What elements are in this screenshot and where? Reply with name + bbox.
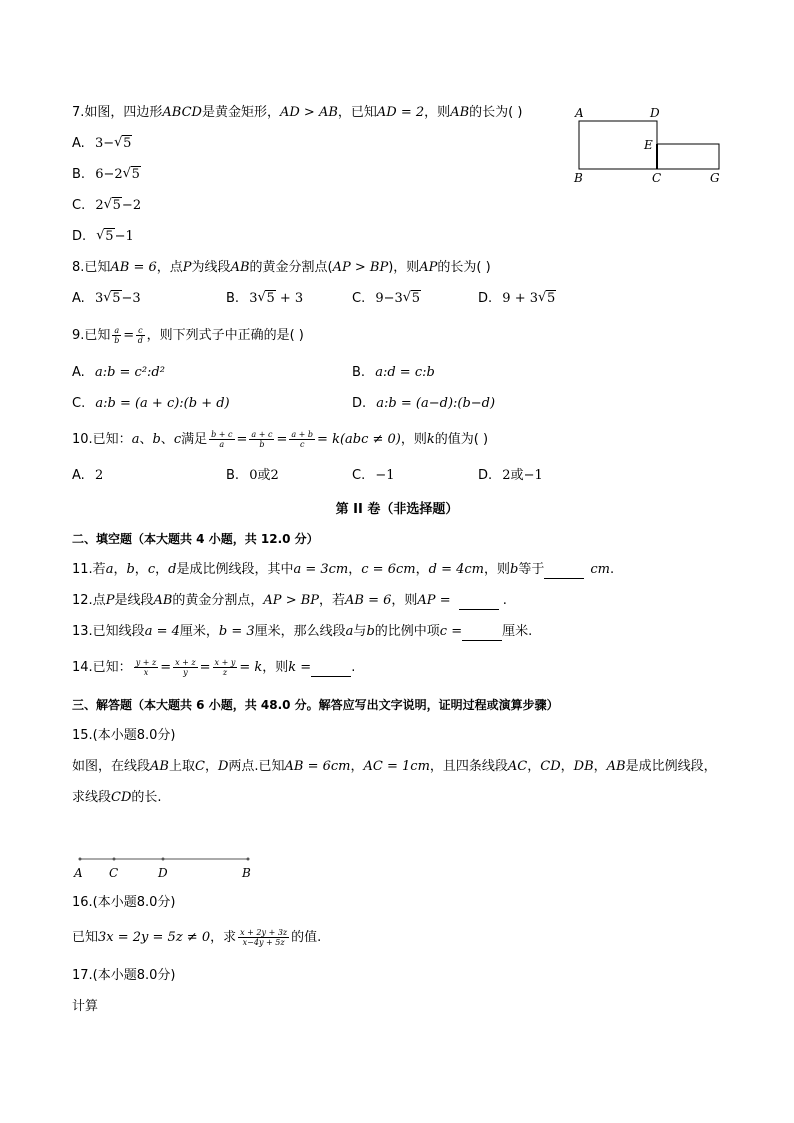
option-math: 2: [95, 198, 104, 213]
q14-math: = k: [239, 660, 263, 675]
q12-text: 的黄金分割点，: [172, 593, 264, 608]
q11-stem: [72, 561, 614, 579]
numerator: x + y: [214, 658, 236, 667]
option-math: 6−2: [95, 167, 123, 182]
option-label: D.: [478, 291, 493, 306]
q8-math: AP > BP: [332, 260, 389, 275]
fraction: [249, 430, 274, 449]
q15-heading: 15.(本小题8.0分): [72, 728, 176, 743]
option-math: 3−: [94, 136, 115, 151]
q15-text: ，: [350, 759, 364, 774]
q9-option-c: [72, 395, 230, 413]
q13-math: a = 4: [144, 624, 180, 639]
numerator: x + z: [175, 658, 196, 667]
q10-text: 满足: [181, 432, 208, 447]
option-math: 3: [94, 291, 104, 306]
q10-option-a: [72, 467, 103, 485]
q10-option-c: [352, 467, 395, 485]
label-A: A: [575, 106, 584, 120]
q15-text: 两点.已知: [228, 759, 285, 774]
q13-text: 的比例中项: [374, 624, 440, 639]
fraction: [136, 326, 144, 345]
section3-heading: 三、解答题（本大题共 6 小题，共 48.0 分。解答应写出文字说明，证明过程或演算步骤）: [72, 698, 559, 712]
q15-math: AC: [507, 759, 528, 774]
q11-text: ，: [155, 562, 169, 577]
label-E: E: [644, 138, 653, 152]
numerator: a + b: [291, 430, 314, 439]
answer-blank[interactable]: [462, 626, 502, 641]
q13-text: 13.已知线段: [72, 624, 145, 639]
q8-math: AP: [419, 260, 438, 275]
sqrt: [103, 290, 121, 308]
q7-text: 的长为( ): [469, 105, 523, 120]
q15-math: AB = 6cm: [284, 759, 351, 774]
q10-math: k: [426, 432, 435, 447]
fraction: [238, 928, 289, 947]
option-label: B.: [226, 468, 240, 483]
q15-math: CD: [111, 790, 132, 805]
denominator: z: [222, 668, 228, 677]
q7-option-b: [72, 166, 141, 184]
label-D: D: [650, 106, 660, 120]
q11-text: 是成比例线段，其中: [176, 562, 294, 577]
q8-text: 的长为( ): [437, 260, 491, 275]
q15-math: AB: [606, 759, 626, 774]
option-label: C.: [72, 198, 86, 213]
q9-text: 9.已知: [72, 328, 111, 343]
q16-text: ，求: [210, 930, 237, 945]
fraction: [213, 658, 238, 677]
q9-stem: [72, 326, 304, 345]
q11-text: ，: [113, 562, 127, 577]
q11-text: 等于: [518, 562, 545, 577]
option-label: C.: [352, 291, 366, 306]
option-math: −1: [114, 229, 134, 244]
option-label: C.: [72, 396, 86, 411]
q11-math: c = 6cm: [361, 562, 416, 577]
q8-text: 8.已知: [72, 260, 111, 275]
label-B: B: [242, 866, 251, 880]
sqrt: [104, 197, 122, 215]
q7-stem: [72, 104, 522, 122]
q10-option-b: [226, 467, 279, 485]
q12-stem: [72, 592, 507, 610]
q12-text: 是线段: [114, 593, 154, 608]
q11-math: d: [168, 562, 177, 577]
q7-text: 7.如图，四边形: [72, 105, 163, 120]
numerator: c: [138, 326, 143, 335]
label-G: G: [710, 171, 720, 185]
answer-blank[interactable]: [459, 595, 499, 610]
q13-text: 厘米，: [179, 624, 219, 639]
denominator: c: [299, 440, 305, 449]
q8-option-a: [72, 290, 141, 308]
equals: =: [199, 660, 211, 675]
option-math: + 3: [275, 291, 304, 306]
q16-heading: 16.(本小题8.0分): [72, 895, 176, 910]
q8-text: ，点: [156, 260, 183, 275]
q15-math: C: [194, 759, 205, 774]
q10-text: 、: [160, 432, 174, 447]
sqrt: [123, 166, 141, 184]
q15-text: 是成比例线段，: [625, 759, 717, 774]
q15-math: AC = 1cm: [363, 759, 430, 774]
q15-text: 如图，在线段: [72, 759, 151, 774]
q8-math: AB = 6: [110, 260, 157, 275]
q15-math: D: [217, 759, 229, 774]
q9-option-d: [352, 395, 495, 413]
equals: =: [236, 432, 248, 447]
radicand: 5: [547, 291, 556, 306]
equals: =: [123, 328, 135, 343]
option-label: A.: [72, 365, 85, 380]
q8-text: )，则: [388, 260, 420, 275]
q8-stem: [72, 259, 491, 277]
part2-title: 第 II 卷（非选择题）: [335, 502, 459, 517]
q15-text: ，且四条线段: [429, 759, 508, 774]
q7-golden-rectangle-figure: [570, 104, 730, 188]
numerator: a + c: [251, 430, 273, 439]
option-label: D.: [478, 468, 493, 483]
q11-text: ，: [415, 562, 429, 577]
q12-math: AB: [153, 593, 173, 608]
option-math: −2: [121, 198, 142, 213]
q9-text: ，则下列式子中正确的是( ): [146, 328, 304, 343]
q15-text: ，: [593, 759, 607, 774]
denominator: y: [183, 668, 188, 677]
equals: =: [276, 432, 288, 447]
q8-text: 的黄金分割点(: [249, 260, 333, 275]
q10-math: c: [173, 432, 182, 447]
sqrt: [96, 228, 114, 246]
q8-option-b: [226, 290, 303, 308]
answer-blank[interactable]: [544, 564, 584, 579]
q14-text: .: [351, 660, 356, 675]
q11-math: b: [509, 562, 519, 577]
option-math: a:b = (a−d):(b−d): [376, 396, 496, 411]
radicand: 5: [112, 198, 121, 213]
q10-text: ，则: [400, 432, 427, 447]
q12-text: .: [498, 593, 507, 608]
q11-text: ，: [134, 562, 148, 577]
q14-math: k =: [288, 660, 312, 675]
radicand: 5: [123, 136, 132, 151]
q10-stem: [72, 430, 488, 449]
q7-option-d: [72, 228, 134, 246]
q13-text: 厘米.: [502, 624, 533, 639]
q12-text: ，则: [391, 593, 418, 608]
sqrt: [114, 135, 132, 153]
q13-text: 厘米，那么线段: [254, 624, 346, 639]
q15-stem-line2: [72, 789, 162, 807]
fraction: [112, 326, 121, 345]
label-D: D: [158, 866, 168, 880]
q12-math: AB = 6: [345, 593, 392, 608]
option-label: B.: [226, 291, 240, 306]
q10-text: 、: [139, 432, 153, 447]
q14-text: 14.已知：: [72, 660, 132, 675]
q7-text: ，则: [424, 105, 451, 120]
denominator: x: [143, 668, 149, 677]
q11-math: d = 4cm: [428, 562, 484, 577]
q9-option-a: [72, 364, 165, 382]
fraction: [289, 430, 315, 449]
q15-text: ，: [560, 759, 574, 774]
sqrt: [257, 290, 275, 308]
q15-text: ，: [204, 759, 218, 774]
q11-text: ，: [348, 562, 362, 577]
q10-text: 10.已知：: [72, 432, 132, 447]
q15-text: 的长.: [131, 790, 162, 805]
radicand: 5: [112, 291, 121, 306]
q12-text: ，若: [319, 593, 346, 608]
fraction: [134, 658, 159, 677]
option-label: C.: [352, 468, 366, 483]
q11-math: a: [105, 562, 114, 577]
q8-option-d: [478, 290, 556, 308]
sqrt: [403, 290, 421, 308]
q14-text: ，则: [262, 660, 289, 675]
q12-text: 12.点: [72, 593, 106, 608]
numerator: a: [114, 326, 120, 335]
numerator: y + z: [135, 658, 157, 667]
q12-math: P: [105, 593, 115, 608]
option-label: D.: [72, 229, 87, 244]
option-math: 9 + 3: [502, 291, 538, 306]
radicand: 5: [105, 229, 114, 244]
q17-body: 计算: [72, 999, 99, 1014]
q12-math: AP > BP: [263, 593, 320, 608]
q8-option-c: [352, 290, 421, 308]
q16-stem: [72, 928, 321, 947]
q8-math: AB: [230, 260, 250, 275]
q13-stem: [72, 623, 532, 641]
option-value: 2或−1: [502, 468, 543, 483]
option-math: a:d = c:b: [375, 365, 435, 380]
q7-option-c: [72, 197, 141, 215]
option-value: 2: [94, 468, 104, 483]
q13-text: 与: [353, 624, 367, 639]
q11-math: c: [147, 562, 156, 577]
answer-blank[interactable]: [311, 662, 351, 677]
q11-math: b: [126, 562, 135, 577]
q15-segment-figure: [70, 850, 270, 884]
option-value: −1: [375, 468, 395, 483]
label-C: C: [652, 171, 662, 185]
numerator: b + c: [211, 430, 233, 439]
q11-math: cm: [590, 562, 610, 577]
q10-text: 的值为( ): [434, 432, 489, 447]
denominator: a: [219, 440, 225, 449]
q15-stem-line1: [72, 758, 717, 776]
q8-text: 为线段: [191, 260, 231, 275]
q10-option-d: [478, 467, 543, 485]
q10-math: b: [152, 432, 161, 447]
q7-math: AB: [450, 105, 470, 120]
section2-heading: 二、填空题（本大题共 4 小题，共 12.0 分）: [72, 532, 319, 546]
q11-math: a = 3cm: [293, 562, 349, 577]
q15-math: AB: [150, 759, 169, 774]
q7-text: ，已知: [337, 105, 377, 120]
q7-math: AD > AB: [279, 105, 338, 120]
fraction: [173, 658, 198, 677]
q15-text: ，: [527, 759, 541, 774]
label-C: C: [109, 866, 119, 880]
equals: =: [160, 660, 172, 675]
q14-stem: [72, 658, 355, 677]
q16-text: 的值.: [291, 930, 322, 945]
option-label: A.: [72, 291, 85, 306]
option-math: a:b = c²:d²: [94, 365, 165, 380]
q13-math: b: [366, 624, 375, 639]
q7-math: AD = 2: [376, 105, 425, 120]
option-label: B.: [72, 167, 86, 182]
radicand: 5: [411, 291, 421, 306]
radicand: 5: [131, 167, 140, 182]
option-label: A.: [72, 468, 85, 483]
radicand: 5: [266, 291, 275, 306]
q15-text: 上取: [168, 759, 195, 774]
q11-text: ，则: [483, 562, 510, 577]
denominator: b: [259, 440, 265, 449]
q9-option-b: [352, 364, 435, 382]
q12-math: AP =: [417, 593, 451, 608]
q13-math: a: [345, 624, 354, 639]
q16-math: 3x = 2y = 5z ≠ 0: [98, 930, 211, 945]
numerator: x + 2y + 3z: [240, 928, 288, 937]
q8-math: P: [182, 260, 192, 275]
q15-text: 求线段: [72, 790, 112, 805]
q16-text: 已知: [72, 930, 99, 945]
option-math: a:b = (a + c):(b + d): [95, 396, 230, 411]
option-math: 3: [249, 291, 258, 306]
label-A: A: [74, 866, 83, 880]
q13-math: b = 3: [218, 624, 255, 639]
q13-math: c =: [439, 624, 463, 639]
option-math: 9−3: [375, 291, 403, 306]
q15-math: DB: [573, 759, 594, 774]
option-label: A.: [72, 136, 85, 151]
denominator: b: [114, 336, 120, 345]
q11-text: 11.若: [72, 562, 106, 577]
option-math: −3: [121, 291, 141, 306]
denominator: x−4y + 5z: [242, 938, 285, 947]
q15-math: CD: [540, 759, 561, 774]
option-label: D.: [352, 396, 367, 411]
option-label: B.: [352, 365, 366, 380]
q7-math: ABCD: [162, 105, 202, 120]
denominator: d: [137, 336, 143, 345]
q17-heading: 17.(本小题8.0分): [72, 968, 176, 983]
q10-math: a: [131, 432, 140, 447]
q11-text: .: [609, 562, 615, 577]
q7-text: 是黄金矩形，: [201, 105, 280, 120]
q7-option-a: [72, 135, 132, 153]
fraction: [209, 430, 234, 449]
label-B: B: [574, 171, 583, 185]
sqrt: [538, 290, 556, 308]
option-value: 0或2: [249, 468, 279, 483]
q10-math: = k(abc ≠ 0): [317, 432, 401, 447]
